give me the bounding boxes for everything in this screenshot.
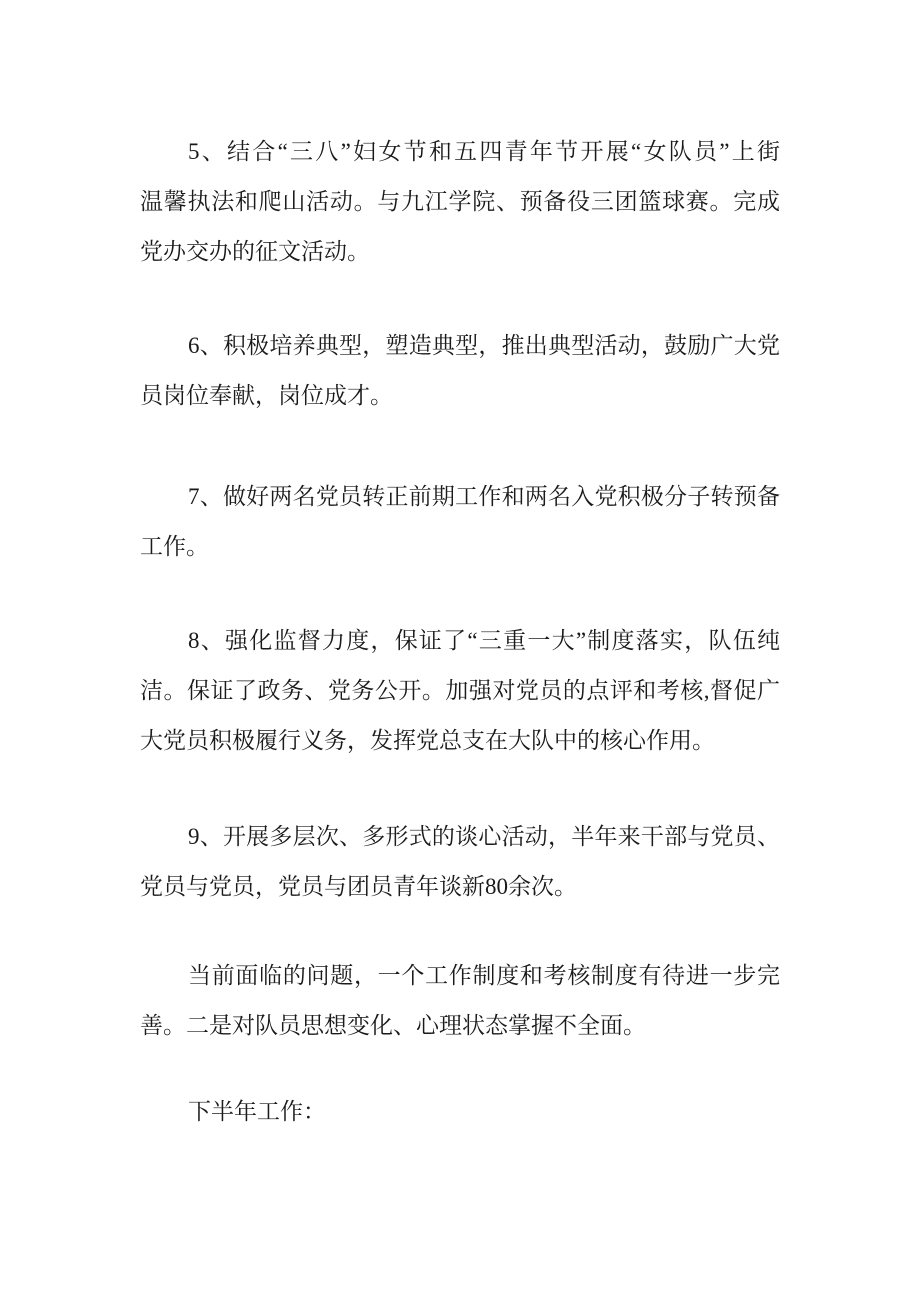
text-line: 工作。 [140,534,209,559]
paragraph-next-half-heading [140,1087,780,1137]
text-line: 党员与党员，党员与团员青年谈新80余次。 [140,874,577,899]
paragraph-item-6 [140,321,780,421]
text-line: 8、强化监督力度，保证了“三重一大”制度落实，队伍纯 [188,628,780,653]
text-line: 6、积极培养典型，塑造典型，推出典型活动，鼓励广大党 [188,333,780,358]
text-line: 员岗位奉献，岗位成才。 [140,383,393,408]
text-line: 9、开展多层次、多形式的谈心活动，半年来干部与党员、 [188,824,780,849]
text-line: 洁。保证了政务、党务公开。加强对党员的点评和考核,督促广 [140,678,780,703]
paragraph-item-9 [140,812,780,912]
text-line: 7、做好两名党员转正前期工作和两名入党积极分子转预备 [188,484,780,509]
text-line: 下半年工作： [188,1099,326,1124]
text-line: 善。二是对队员思想变化、心理状态掌握不全面。 [140,1013,646,1038]
paragraph-item-7 [140,472,780,572]
text-line: 温馨执法和爬山活动。与九江学院、预备役三团篮球赛。完成 [140,189,780,214]
paragraph-item-8 [140,616,780,766]
paragraph-item-5 [140,127,780,277]
paragraph-problems [140,951,780,1051]
text-line: 当前面临的问题，一个工作制度和考核制度有待进一步完 [188,963,780,988]
text-line: 党办交办的征文活动。 [140,239,370,264]
text-line: 5、结合“三八”妇女节和五四青年节开展“女队员”上街 [188,139,780,164]
text-line: 大党员积极履行义务，发挥党总支在大队中的核心作用。 [140,728,715,753]
